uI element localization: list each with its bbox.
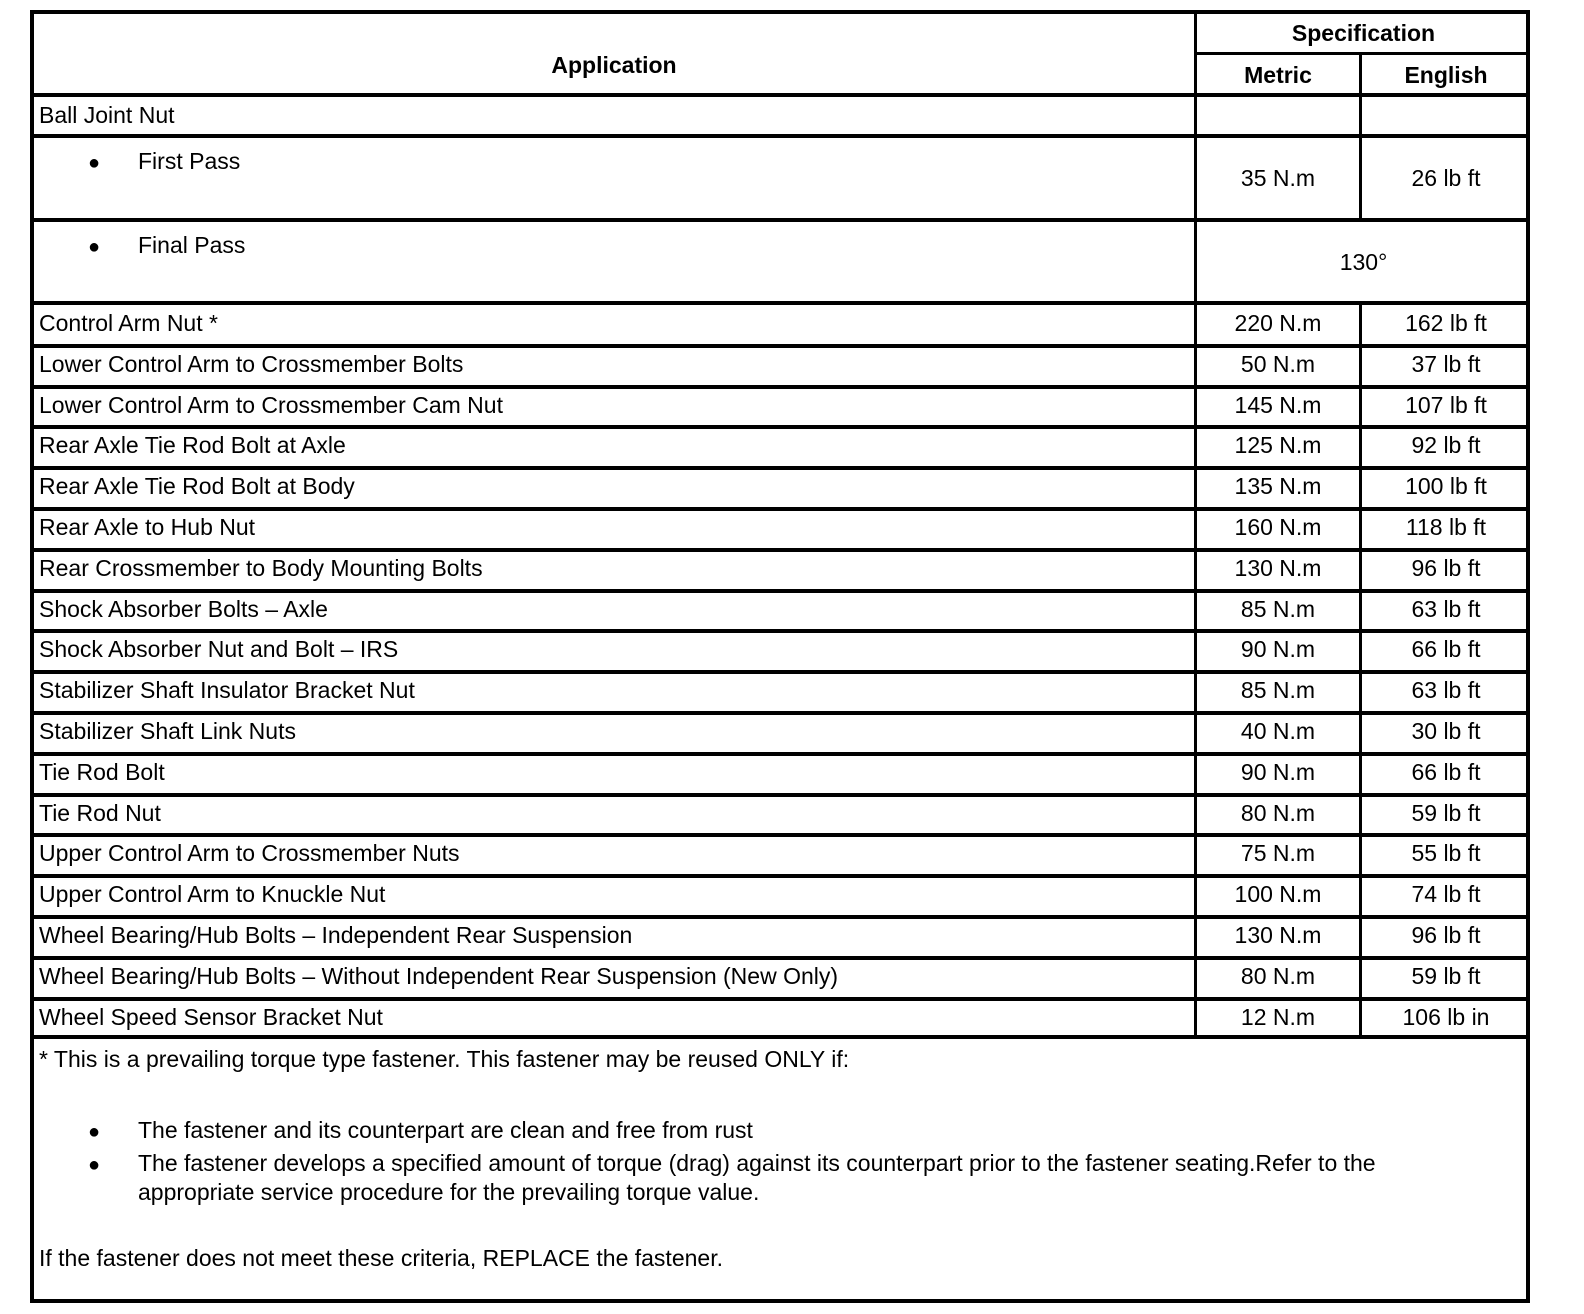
row-divider <box>34 385 1526 389</box>
first-pass-metric: 35 N.m <box>1240 165 1316 191</box>
row-english: 100 lb ft <box>1405 473 1487 500</box>
row-english: 74 lb ft <box>1411 881 1481 908</box>
footnote-bullet-2: The fastener develops a specified amount of torque (drag) against its counterpart prior to the fastener seating.Refer to the <box>138 1150 1376 1176</box>
row-english: 37 lb ft <box>1411 350 1481 377</box>
row-divider <box>34 218 1526 222</box>
row-divider <box>34 589 1526 593</box>
row-divider <box>34 344 1526 348</box>
row-english: 59 lb ft <box>1411 962 1481 989</box>
row-divider <box>34 507 1526 511</box>
metric-english-divider <box>1359 55 1362 221</box>
row-application: Wheel Bearing/Hub Bolts – Independent Rear Suspension <box>39 922 633 948</box>
row-application: Rear Axle to Hub Nut <box>39 514 256 540</box>
row-english: 107 lb ft <box>1405 391 1487 418</box>
row-metric: 85 N.m <box>1240 595 1316 622</box>
first-pass-english: 26 lb ft <box>1411 165 1481 191</box>
row-metric: 125 N.m <box>1234 432 1322 459</box>
row-english: 55 lb ft <box>1411 840 1481 867</box>
row-metric: 80 N.m <box>1240 962 1316 989</box>
row-divider <box>34 466 1526 470</box>
row-metric: 40 N.m <box>1240 718 1316 744</box>
application-column-divider <box>1194 14 1197 1036</box>
row-application: Tie Rod Nut <box>39 799 161 826</box>
row-divider <box>34 874 1526 878</box>
row-application: Upper Control Arm to Crossmember Nuts <box>39 840 460 867</box>
row-application: Tie Rod Bolt <box>39 758 165 785</box>
row-application: Wheel Speed Sensor Bracket Nut <box>39 1003 383 1030</box>
row-application: Rear Axle Tie Rod Bolt at Body <box>39 473 355 500</box>
row-application: Rear Axle Tie Rod Bolt at Axle <box>39 432 346 459</box>
row-english: 106 lb in <box>1402 1003 1490 1030</box>
row-metric: 160 N.m <box>1234 514 1322 540</box>
row-english: 63 lb ft <box>1411 677 1481 704</box>
row-metric: 75 N.m <box>1240 840 1316 867</box>
row-english: 96 lb ft <box>1411 922 1481 948</box>
row-english: 66 lb ft <box>1411 636 1481 663</box>
footnote-intro: * This is a prevailing torque type fastener. This fastener may be reused ONLY if: <box>39 1046 850 1072</box>
row-metric: 145 N.m <box>1234 391 1322 418</box>
table-bottom-divider <box>34 1035 1526 1039</box>
row-metric: 50 N.m <box>1240 350 1316 377</box>
row-metric: 135 N.m <box>1234 473 1322 500</box>
row-metric: 12 N.m <box>1240 1003 1316 1030</box>
row-application: Lower Control Arm to Crossmember Cam Nut <box>39 391 503 418</box>
row-metric: 130 N.m <box>1234 922 1322 948</box>
bullet-icon: ● <box>88 236 101 258</box>
row-english: 92 lb ft <box>1411 432 1481 459</box>
row-divider <box>34 629 1526 633</box>
row-english: 30 lb ft <box>1411 718 1481 744</box>
row-divider <box>34 752 1526 756</box>
row-divider <box>34 548 1526 552</box>
row-application: Upper Control Arm to Knuckle Nut <box>39 881 386 908</box>
row-metric: 220 N.m <box>1234 310 1322 336</box>
row-application: Stabilizer Shaft Link Nuts <box>39 718 296 744</box>
footnote-bullet-1: The fastener and its counterpart are clean and free from rust <box>138 1117 753 1143</box>
row-divider <box>34 670 1526 674</box>
row-application: Control Arm Nut * <box>39 310 218 336</box>
row-metric: 100 N.m <box>1234 881 1322 908</box>
row-application: Wheel Bearing/Hub Bolts – Without Independent Rear Suspension (New Only) <box>39 962 839 989</box>
row-english: 118 lb ft <box>1405 514 1487 540</box>
bullet-icon: ● <box>88 1154 101 1176</box>
row-application: Shock Absorber Bolts – Axle <box>39 595 328 622</box>
final-pass-label: Final Pass <box>138 232 246 258</box>
header-divider <box>34 93 1526 97</box>
row-application: Lower Control Arm to Crossmember Bolts <box>39 350 464 377</box>
row-divider <box>34 956 1526 960</box>
row-divider <box>34 301 1526 305</box>
row-divider <box>34 711 1526 715</box>
row-divider <box>34 915 1526 919</box>
row-divider <box>34 997 1526 1001</box>
header-metric: Metric <box>1244 62 1312 88</box>
header-english: English <box>1404 62 1488 88</box>
bullet-icon: ● <box>88 152 101 174</box>
torque-spec-table <box>30 10 1530 1303</box>
row-application: Rear Crossmember to Body Mounting Bolts <box>39 554 483 581</box>
row-english: 162 lb ft <box>1405 310 1487 336</box>
row-divider <box>34 833 1526 837</box>
row-application: Stabilizer Shaft Insulator Bracket Nut <box>39 677 415 704</box>
bullet-icon: ● <box>88 1121 101 1143</box>
row-metric: 90 N.m <box>1240 636 1316 663</box>
footnote-closing: If the fastener does not meet these criteria, REPLACE the fastener. <box>39 1245 723 1271</box>
row-application: Shock Absorber Nut and Bolt – IRS <box>39 636 399 663</box>
footnote-bullet-2-continued: appropriate service procedure for the prevailing torque value. <box>138 1179 760 1205</box>
final-pass-angle: 130° <box>1339 249 1388 275</box>
row-metric: 130 N.m <box>1234 554 1322 581</box>
row-metric: 90 N.m <box>1240 758 1316 785</box>
row-english: 63 lb ft <box>1411 595 1481 622</box>
first-pass-label: First Pass <box>138 148 241 174</box>
row-metric: 85 N.m <box>1240 677 1316 704</box>
header-specification: Specification <box>1291 20 1436 46</box>
header-application: Application <box>551 52 677 78</box>
row-english: 59 lb ft <box>1411 799 1481 826</box>
row-divider <box>34 793 1526 797</box>
ball-joint-label: Ball Joint Nut <box>39 102 175 128</box>
row-metric: 80 N.m <box>1240 799 1316 826</box>
row-english: 96 lb ft <box>1411 554 1481 581</box>
row-divider <box>34 134 1526 138</box>
row-english: 66 lb ft <box>1411 758 1481 785</box>
row-divider <box>34 425 1526 429</box>
